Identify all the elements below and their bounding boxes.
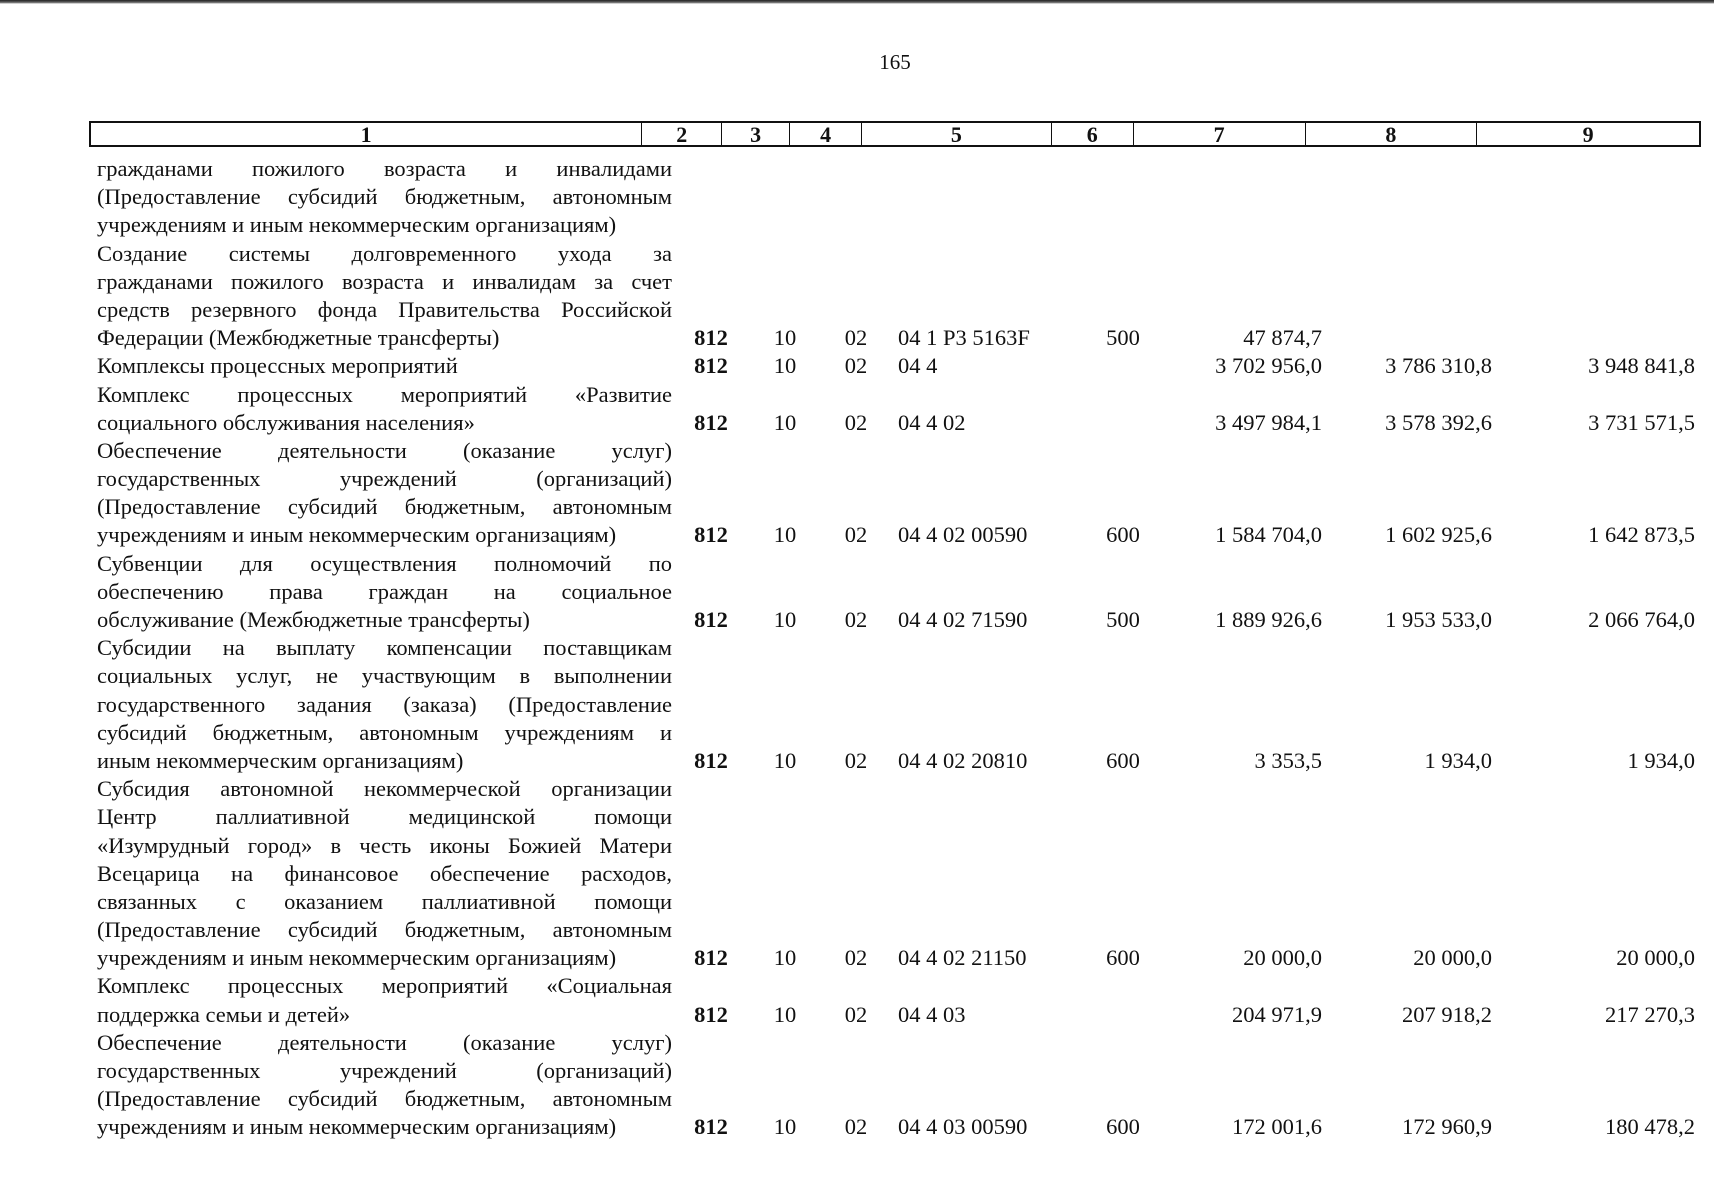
table-row xyxy=(97,352,1701,380)
column-header-3: 3 xyxy=(722,123,790,145)
amount-col9-cell: 180 478,2 xyxy=(1605,1114,1695,1140)
row-description xyxy=(97,634,672,775)
description-line: государственного задания (заказа) (Предоставление xyxy=(97,691,672,717)
description-line: Обеспечение деятельности (оказание услуг) xyxy=(97,437,672,463)
description-line: Обеспечение деятельности (оказание услуг) xyxy=(97,1029,672,1055)
target-article-cell: 04 4 02 21150 xyxy=(898,945,1027,971)
page-number: 165 xyxy=(879,50,911,74)
amount-col7-cell: 3 353,5 xyxy=(1254,747,1322,773)
section-cell: 10 xyxy=(773,353,797,379)
description-line: (Предоставление субсидий бюджетным, автономным xyxy=(97,494,672,520)
scan-edge xyxy=(0,0,1714,4)
table-body xyxy=(97,155,1701,1142)
amount-col7-cell: 20 000,0 xyxy=(1243,945,1322,971)
row-description xyxy=(97,775,672,972)
description-line: поддержка семьи и детей» xyxy=(97,1001,351,1027)
amount-col9-cell: 3 731 571,5 xyxy=(1588,409,1695,435)
target-article-cell: 04 4 02 20810 xyxy=(898,747,1028,773)
amount-col8-cell: 20 000,0 xyxy=(1413,945,1492,971)
amount-col8-cell: 1 602 925,6 xyxy=(1385,522,1492,548)
expense-type-cell: 600 xyxy=(1106,1114,1140,1140)
description-line: учреждениям и иным некоммерческим организациям) xyxy=(97,1114,617,1140)
admin-code-cell: 812 xyxy=(694,409,728,435)
section-cell: 10 xyxy=(773,747,797,773)
description-line: Субвенции для осуществления полномочий по xyxy=(97,550,672,576)
description-line: гражданами пожилого возраста и инвалидам за счет xyxy=(97,268,672,294)
amount-col8-cell: 3 786 310,8 xyxy=(1385,353,1492,379)
admin-code-cell: 812 xyxy=(694,747,728,773)
amount-col7-cell: 1 889 926,6 xyxy=(1215,607,1322,632)
column-header-7: 7 xyxy=(1134,123,1306,145)
target-article-cell: 04 4 02 00590 xyxy=(898,522,1028,548)
amount-col9-cell: 3 948 841,8 xyxy=(1588,353,1695,379)
description-line: Всецарица на финансовое обеспечение расходов, xyxy=(97,860,672,886)
subsection-cell: 02 xyxy=(844,1114,868,1140)
description-line: связанных с оказанием паллиативной помощи xyxy=(97,888,672,914)
table-row xyxy=(97,381,1701,437)
description-line: Создание системы долговременного ухода за xyxy=(97,240,672,266)
admin-code-cell: 812 xyxy=(694,607,728,632)
column-header-1: 1 xyxy=(91,123,642,145)
amount-col8-cell: 1 934,0 xyxy=(1424,747,1492,773)
row-description xyxy=(97,240,672,353)
subsection-cell: 02 xyxy=(844,945,868,971)
description-line: обеспечению права граждан на социальное xyxy=(97,578,672,604)
amount-col9-cell: 217 270,3 xyxy=(1605,1001,1695,1027)
description-line: Субсидии на выплату компенсации поставщикам xyxy=(97,635,672,661)
column-header-2: 2 xyxy=(642,123,722,145)
description-line: гражданами пожилого возраста и инвалидами xyxy=(97,156,672,181)
table-row xyxy=(97,775,1701,972)
amount-col9-cell: 2 066 764,0 xyxy=(1588,607,1695,632)
section-cell: 10 xyxy=(773,1114,797,1140)
description-line: субсидий бюджетным, автономным учреждениям и xyxy=(97,719,672,745)
section-cell: 10 xyxy=(773,409,797,435)
table-row xyxy=(97,240,1701,353)
description-line: средств резервного фонда Правительства Российской xyxy=(97,296,672,322)
admin-code-cell: 812 xyxy=(694,325,728,351)
description-line: Комплекс процессных мероприятий «Развитие xyxy=(97,381,672,407)
target-article-cell: 04 4 xyxy=(898,353,938,379)
row-description xyxy=(97,155,672,240)
section-cell: 10 xyxy=(773,325,797,351)
description-line: государственных учреждений (организаций) xyxy=(97,1058,672,1084)
table-row xyxy=(97,550,1701,635)
description-line: Комплексы процессных мероприятий xyxy=(97,353,458,379)
subsection-cell: 02 xyxy=(844,353,868,379)
column-header-5: 5 xyxy=(862,123,1052,145)
admin-code-cell: 812 xyxy=(694,1114,728,1140)
description-line: Субсидия автономной некоммерческой организации xyxy=(97,776,672,802)
description-line: Федерации (Межбюджетные трансферты) xyxy=(97,325,500,351)
table-row xyxy=(97,1029,1701,1142)
description-line: Центр паллиативной медицинской помощи xyxy=(97,804,672,830)
amount-col8-cell: 3 578 392,6 xyxy=(1385,409,1492,435)
description-line: (Предоставление субсидий бюджетным, автономным xyxy=(97,917,672,943)
description-line: учреждениям и иным некоммерческим организациям) xyxy=(97,522,617,548)
row-description xyxy=(97,1029,672,1142)
target-article-cell: 04 4 02 xyxy=(898,409,966,435)
amount-col7-cell: 1 584 704,0 xyxy=(1215,522,1322,548)
expense-type-cell: 500 xyxy=(1106,325,1140,351)
amount-col9-cell: 1 934,0 xyxy=(1627,747,1695,773)
description-line: социального обслуживания населения» xyxy=(97,409,475,435)
row-description xyxy=(97,972,672,1028)
subsection-cell: 02 xyxy=(844,522,868,548)
column-header-9: 9 xyxy=(1582,122,1594,147)
expense-type-cell: 600 xyxy=(1106,945,1140,971)
table-row xyxy=(97,972,1701,1028)
amount-col8-cell: 207 918,2 xyxy=(1402,1001,1492,1027)
admin-code-cell: 812 xyxy=(694,353,728,379)
target-article-cell: 04 1 Р3 5163F xyxy=(898,325,1030,351)
amount-col7-cell: 3 702 956,0 xyxy=(1215,353,1322,379)
table-header xyxy=(89,121,1701,147)
subsection-cell: 02 xyxy=(844,409,868,435)
amount-col7-cell: 204 971,9 xyxy=(1232,1001,1322,1027)
target-article-cell: 04 4 03 xyxy=(898,1001,966,1027)
amount-col7-cell: 172 001,6 xyxy=(1232,1114,1322,1140)
section-cell: 10 xyxy=(773,607,797,632)
description-line: учреждениям и иным некоммерческим организациям) xyxy=(97,212,617,238)
description-line: (Предоставление субсидий бюджетным, автономным xyxy=(97,184,672,210)
amount-col7-cell: 47 874,7 xyxy=(1243,325,1322,351)
section-cell: 10 xyxy=(773,1001,797,1027)
subsection-cell: 02 xyxy=(844,747,868,773)
expense-type-cell: 600 xyxy=(1106,522,1140,548)
column-header-6: 6 xyxy=(1052,123,1134,145)
admin-code-cell: 812 xyxy=(694,522,728,548)
row-description xyxy=(97,381,672,437)
column-header-4: 4 xyxy=(790,123,862,145)
subsection-cell: 02 xyxy=(844,607,868,632)
target-article-cell: 04 4 03 00590 xyxy=(898,1114,1028,1140)
admin-code-cell: 812 xyxy=(694,945,728,971)
description-line: учреждениям и иным некоммерческим организациям) xyxy=(97,945,617,971)
row-description xyxy=(97,352,672,380)
subsection-cell: 02 xyxy=(844,325,868,351)
table-row xyxy=(97,437,1701,550)
amount-col9-cell: 20 000,0 xyxy=(1616,945,1695,971)
table-row xyxy=(97,155,1701,240)
description-line: социальных услуг, не участвующим в выполнении xyxy=(97,663,672,689)
description-line: «Изумрудный город» в честь иконы Божией Матери xyxy=(97,832,672,858)
description-line: иным некоммерческим организациям) xyxy=(97,747,464,773)
description-line: государственных учреждений (организаций) xyxy=(97,466,672,492)
admin-code-cell: 812 xyxy=(694,1001,728,1027)
amount-col7-cell: 3 497 984,1 xyxy=(1215,409,1322,435)
row-description xyxy=(97,550,672,635)
expense-type-cell: 500 xyxy=(1106,607,1140,632)
description-line: обслуживание (Межбюджетные трансферты) xyxy=(97,607,530,633)
column-header-8: 8 xyxy=(1306,123,1478,145)
expense-type-cell: 600 xyxy=(1106,747,1140,773)
description-line: (Предоставление субсидий бюджетным, автономным xyxy=(97,1086,672,1112)
target-article-cell: 04 4 02 71590 xyxy=(898,607,1028,632)
amount-col8-cell: 172 960,9 xyxy=(1402,1114,1492,1140)
amount-col9-cell: 1 642 873,5 xyxy=(1588,522,1695,548)
amount-col8-cell: 1 953 533,0 xyxy=(1385,607,1492,632)
row-description xyxy=(97,437,672,550)
section-cell: 10 xyxy=(773,522,797,548)
table-row xyxy=(97,634,1701,775)
description-line: Комплекс процессных мероприятий «Социальная xyxy=(97,973,672,999)
subsection-cell: 02 xyxy=(844,1001,868,1027)
section-cell: 10 xyxy=(773,945,797,971)
